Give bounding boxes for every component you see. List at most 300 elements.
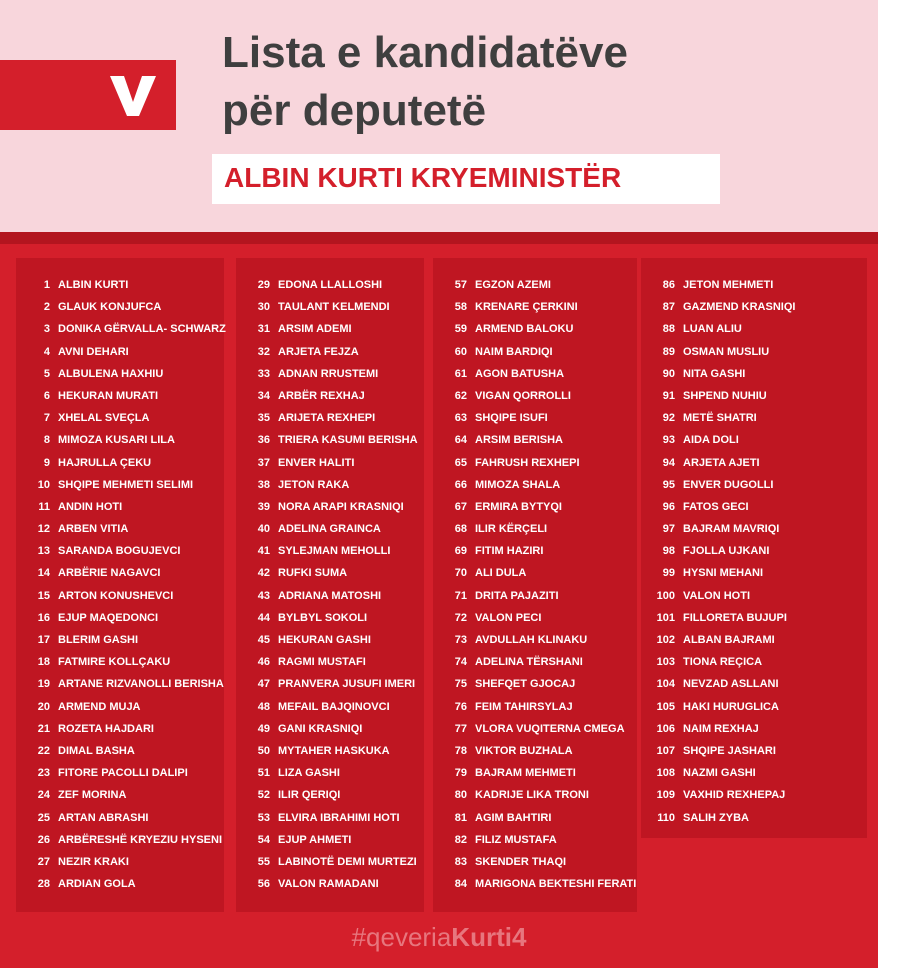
candidate-name: ARSIM ADEMI bbox=[278, 323, 352, 336]
candidate-row bbox=[433, 629, 637, 651]
candidate-number: 81 bbox=[454, 811, 467, 824]
candidate-number: 38 bbox=[257, 478, 270, 491]
candidate-number: 99 bbox=[662, 567, 675, 580]
candidate-number: 12 bbox=[37, 523, 50, 536]
candidate-number: 70 bbox=[454, 567, 467, 580]
candidate-row bbox=[433, 496, 637, 518]
candidate-number: 40 bbox=[257, 523, 270, 536]
candidate-number: 15 bbox=[37, 589, 50, 602]
candidate-number: 33 bbox=[257, 367, 270, 380]
candidate-name: SHQIPE MEHMETI SELIMI bbox=[58, 478, 194, 491]
candidate-number: 51 bbox=[257, 767, 270, 780]
candidate-number: 93 bbox=[662, 434, 675, 447]
candidate-row bbox=[236, 784, 424, 806]
candidate-row bbox=[236, 341, 424, 363]
candidate-row bbox=[641, 474, 867, 496]
candidate-name: AIDA DOLI bbox=[683, 434, 739, 447]
candidate-name: LIZA GASHI bbox=[278, 767, 340, 780]
candidate-number: 42 bbox=[257, 567, 270, 580]
candidate-row bbox=[16, 318, 224, 340]
candidate-number: 86 bbox=[662, 279, 675, 291]
candidate-row bbox=[16, 452, 224, 474]
candidate-name: NITA GASHI bbox=[683, 367, 746, 380]
candidate-row bbox=[16, 762, 224, 784]
candidate-name: ADELINA GRAINCA bbox=[278, 523, 381, 536]
candidate-name: ARTAN ABRASHI bbox=[58, 811, 149, 824]
candidate-name: SARANDA BOGUJEVCI bbox=[58, 545, 181, 558]
candidate-number: 88 bbox=[662, 323, 675, 336]
candidate-number: 29 bbox=[257, 279, 270, 291]
candidate-name: FJOLLA UJKANI bbox=[683, 545, 770, 558]
candidate-name: JETON RAKA bbox=[278, 478, 350, 491]
candidate-row bbox=[641, 740, 867, 762]
candidate-number: 13 bbox=[37, 545, 50, 558]
candidate-name: MIMOZA KUSARI LILA bbox=[58, 434, 175, 447]
candidate-number: 41 bbox=[257, 545, 270, 558]
candidate-number: 11 bbox=[38, 500, 50, 513]
candidate-number: 105 bbox=[656, 700, 675, 713]
candidate-row bbox=[236, 363, 424, 385]
candidate-number: 10 bbox=[37, 478, 50, 491]
candidate-number: 95 bbox=[662, 478, 675, 491]
candidate-column-3 bbox=[433, 258, 637, 912]
candidate-name: VAXHID REXHEPAJ bbox=[683, 789, 786, 802]
candidate-row bbox=[433, 341, 637, 363]
candidate-name: AGON BATUSHA bbox=[475, 367, 565, 380]
candidate-row bbox=[641, 762, 867, 784]
candidate-name: AVDULLAH KLINAKU bbox=[475, 634, 588, 646]
candidate-row bbox=[641, 696, 867, 718]
candidate-row bbox=[16, 740, 224, 762]
candidate-name: AVNI DEHARI bbox=[58, 345, 129, 358]
candidate-row bbox=[433, 296, 637, 318]
candidate-row bbox=[236, 629, 424, 651]
candidate-name: EDONA LLALLOSHI bbox=[278, 279, 383, 291]
candidate-row bbox=[433, 807, 637, 829]
candidate-number: 97 bbox=[662, 523, 675, 536]
candidate-row bbox=[641, 673, 867, 695]
candidate-name: RAGMI MUSTAFI bbox=[278, 656, 366, 669]
candidate-number: 17 bbox=[37, 634, 50, 646]
candidate-row bbox=[433, 385, 637, 407]
candidate-row bbox=[641, 429, 867, 451]
candidate-name: ARSIM BERISHA bbox=[475, 434, 564, 447]
candidate-name: ARDIAN GOLA bbox=[58, 878, 136, 891]
candidate-number: 101 bbox=[656, 611, 675, 624]
candidate-number: 37 bbox=[257, 456, 270, 469]
candidate-row bbox=[16, 607, 224, 629]
candidate-name: ARBEN VITIA bbox=[58, 523, 129, 536]
candidate-name: SALIH ZYBA bbox=[683, 811, 749, 824]
candidate-row bbox=[641, 629, 867, 651]
candidate-number: 92 bbox=[662, 412, 675, 425]
candidate-number: 26 bbox=[37, 833, 50, 846]
candidate-number: 34 bbox=[257, 389, 270, 402]
candidate-row bbox=[16, 407, 224, 429]
candidate-number: 4 bbox=[43, 345, 50, 358]
candidate-number: 27 bbox=[37, 855, 50, 868]
candidate-number: 64 bbox=[454, 434, 467, 447]
candidate-row bbox=[641, 718, 867, 740]
candidate-row bbox=[433, 562, 637, 584]
candidate-number: 25 bbox=[37, 811, 50, 824]
candidate-name: BYLBYL SOKOLI bbox=[278, 611, 368, 624]
page-title-line1: Lista e kandidatëve bbox=[222, 28, 628, 77]
candidate-name: ALBIN KURTI bbox=[58, 279, 129, 291]
candidate-name: NAZMI GASHI bbox=[683, 767, 756, 780]
candidate-name: FILIZ MUSTAFA bbox=[475, 833, 557, 846]
candidate-row bbox=[16, 851, 224, 873]
candidate-number: 5 bbox=[43, 367, 50, 380]
candidate-row bbox=[433, 518, 637, 540]
candidate-name: VIGAN QORROLLI bbox=[475, 389, 571, 402]
candidate-row bbox=[16, 696, 224, 718]
candidate-row bbox=[236, 429, 424, 451]
candidate-number: 107 bbox=[656, 744, 675, 757]
candidate-number: 100 bbox=[656, 589, 675, 602]
candidate-name: HEKURAN MURATI bbox=[58, 389, 159, 402]
candidate-column-4 bbox=[641, 258, 867, 838]
candidate-name: ARBËR REXHAJ bbox=[278, 389, 365, 402]
candidate-name: SHEFQET GJOCAJ bbox=[475, 678, 576, 691]
candidate-number: 63 bbox=[454, 412, 467, 425]
candidate-number: 91 bbox=[662, 389, 675, 402]
candidate-row bbox=[433, 829, 637, 851]
candidate-list bbox=[16, 258, 224, 895]
candidate-row bbox=[641, 385, 867, 407]
candidate-row bbox=[16, 296, 224, 318]
candidate-row bbox=[433, 540, 637, 562]
candidate-row bbox=[433, 718, 637, 740]
candidate-number: 67 bbox=[454, 500, 467, 513]
candidate-row bbox=[236, 851, 424, 873]
candidate-row bbox=[433, 851, 637, 873]
candidate-name: ARJETA AJETI bbox=[683, 456, 760, 469]
candidate-name: ILIR KËRÇELI bbox=[475, 523, 548, 536]
candidate-row bbox=[16, 807, 224, 829]
candidate-name: ARBËRESHË KRYEZIU HYSENI bbox=[58, 833, 223, 846]
candidate-name: SHQIPE ISUFI bbox=[475, 412, 548, 425]
candidate-row bbox=[16, 540, 224, 562]
candidate-name: SHPEND NUHIU bbox=[683, 389, 767, 402]
candidate-number: 35 bbox=[257, 412, 270, 425]
candidate-name: RUFKI SUMA bbox=[278, 567, 348, 580]
candidate-name: MYTAHER HASKUKA bbox=[278, 744, 390, 757]
candidate-name: FILLORETA BUJUPI bbox=[683, 611, 787, 624]
hashtag-prefix: #qeveria bbox=[351, 922, 452, 952]
candidate-row bbox=[433, 452, 637, 474]
candidate-row bbox=[236, 518, 424, 540]
candidate-row bbox=[433, 873, 637, 895]
candidate-row bbox=[641, 318, 867, 340]
candidate-row bbox=[236, 807, 424, 829]
candidate-number: 46 bbox=[257, 656, 270, 669]
candidate-name: TIONA REÇICA bbox=[683, 656, 763, 669]
subtitle: ALBIN KURTI KRYEMINISTËR bbox=[224, 162, 622, 193]
candidate-number: 69 bbox=[454, 545, 467, 558]
candidate-number: 57 bbox=[454, 279, 467, 291]
candidate-number: 6 bbox=[43, 389, 50, 402]
candidate-number: 75 bbox=[454, 678, 467, 691]
candidate-row bbox=[641, 452, 867, 474]
candidate-name: DONIKA GËRVALLA- SCHWARZ bbox=[58, 323, 226, 336]
candidate-number: 90 bbox=[662, 367, 675, 380]
candidate-name: MIMOZA SHALA bbox=[475, 478, 561, 491]
candidate-number: 31 bbox=[257, 323, 270, 336]
candidate-number: 28 bbox=[37, 878, 50, 891]
candidate-row bbox=[236, 385, 424, 407]
candidate-name: LABINOTË DEMI MURTEZI bbox=[278, 855, 417, 868]
candidate-name: NEZIR KRAKI bbox=[58, 855, 129, 868]
candidate-number: 18 bbox=[37, 656, 50, 669]
candidate-row bbox=[641, 607, 867, 629]
candidate-name: ADRIANA MATOSHI bbox=[278, 589, 382, 602]
candidate-row bbox=[433, 784, 637, 806]
candidate-row bbox=[236, 274, 424, 296]
candidate-row bbox=[641, 784, 867, 806]
candidate-name: BAJRAM MEHMETI bbox=[475, 767, 576, 780]
candidate-number: 52 bbox=[257, 789, 270, 802]
candidate-name: VIKTOR BUZHALA bbox=[475, 744, 573, 757]
candidate-name: ALI DULA bbox=[475, 567, 527, 580]
candidate-number: 110 bbox=[657, 811, 675, 824]
candidate-row bbox=[433, 651, 637, 673]
candidate-row bbox=[433, 673, 637, 695]
candidate-number: 47 bbox=[257, 678, 270, 691]
candidate-number: 1 bbox=[43, 279, 50, 291]
page-margin bbox=[878, 0, 900, 968]
candidate-name: NAIM REXHAJ bbox=[683, 722, 759, 735]
candidate-row bbox=[641, 585, 867, 607]
candidate-row bbox=[433, 318, 637, 340]
candidate-number: 3 bbox=[43, 323, 50, 336]
candidate-number: 104 bbox=[656, 678, 675, 691]
candidate-name: ILIR QERIQI bbox=[278, 789, 341, 802]
candidate-name: GAZMEND KRASNIQI bbox=[683, 301, 796, 314]
candidate-row bbox=[16, 429, 224, 451]
candidate-name: KADRIJE LIKA TRONI bbox=[475, 789, 589, 802]
candidate-number: 14 bbox=[37, 567, 50, 580]
candidate-number: 61 bbox=[454, 367, 467, 380]
candidate-row bbox=[641, 363, 867, 385]
candidate-row bbox=[16, 784, 224, 806]
candidate-number: 68 bbox=[454, 523, 467, 536]
candidate-name: ERMIRA BYTYQI bbox=[475, 500, 562, 513]
candidate-name: JETON MEHMETI bbox=[683, 279, 774, 291]
candidate-number: 53 bbox=[257, 811, 270, 824]
candidate-row bbox=[236, 296, 424, 318]
candidate-number: 65 bbox=[454, 456, 467, 469]
candidate-number: 55 bbox=[257, 855, 270, 868]
candidate-name: FITORE PACOLLI DALIPI bbox=[58, 767, 188, 780]
candidate-name: VLORA VUQITERNA CMEGA bbox=[475, 722, 625, 735]
candidate-name: ARBËRIE NAGAVCI bbox=[58, 567, 161, 580]
candidate-name: VALON PECI bbox=[475, 611, 542, 624]
candidate-number: 72 bbox=[454, 611, 467, 624]
header-divider-band bbox=[0, 232, 878, 244]
candidate-list bbox=[641, 258, 867, 829]
candidate-number: 22 bbox=[37, 744, 50, 757]
candidate-name: ADNAN RRUSTEMI bbox=[278, 367, 379, 380]
candidate-name: FITIM HAZIRI bbox=[475, 545, 544, 558]
candidate-row bbox=[16, 341, 224, 363]
candidate-row bbox=[641, 296, 867, 318]
candidate-name: AGIM BAHTIRI bbox=[475, 811, 552, 824]
candidate-number: 49 bbox=[257, 722, 270, 735]
candidate-number: 30 bbox=[257, 301, 270, 314]
candidate-row bbox=[16, 385, 224, 407]
candidate-number: 7 bbox=[43, 412, 50, 425]
candidate-number: 103 bbox=[656, 656, 675, 669]
candidate-name: DRITA PAJAZITI bbox=[475, 589, 559, 602]
candidate-row bbox=[433, 607, 637, 629]
candidate-name: ELVIRA IBRAHIMI HOTI bbox=[278, 811, 400, 824]
candidate-name: EJUP AHMETI bbox=[278, 833, 352, 846]
candidate-row bbox=[433, 363, 637, 385]
candidate-name: NEVZAD ASLLANI bbox=[683, 678, 779, 691]
candidate-row bbox=[16, 518, 224, 540]
candidate-number: 45 bbox=[257, 634, 270, 646]
candidate-row bbox=[433, 696, 637, 718]
candidate-row bbox=[16, 585, 224, 607]
candidate-name: ANDIN HOTI bbox=[58, 500, 123, 513]
candidate-number: 24 bbox=[37, 789, 50, 802]
candidate-row bbox=[16, 673, 224, 695]
candidate-name: SYLEJMAN MEHOLLI bbox=[278, 545, 391, 558]
candidate-list bbox=[236, 258, 424, 895]
candidate-name: DIMAL BASHA bbox=[58, 744, 135, 757]
candidate-name: METË SHATRI bbox=[683, 412, 757, 425]
candidate-number: 44 bbox=[257, 611, 270, 624]
candidate-row bbox=[236, 474, 424, 496]
candidate-number: 83 bbox=[454, 855, 467, 868]
candidate-number: 87 bbox=[662, 301, 675, 314]
candidate-column-2 bbox=[236, 258, 424, 912]
candidate-name: TAULANT KELMENDI bbox=[278, 301, 390, 314]
candidate-row bbox=[433, 274, 637, 296]
candidate-name: NORA ARAPI KRASNIQI bbox=[278, 500, 404, 513]
candidate-name: ALBAN BAJRAMI bbox=[683, 634, 775, 646]
candidate-number: 78 bbox=[454, 744, 467, 757]
candidate-name: ALBULENA HAXHIU bbox=[58, 367, 164, 380]
candidate-number: 39 bbox=[257, 500, 270, 513]
candidate-row bbox=[236, 873, 424, 895]
candidate-number: 74 bbox=[454, 656, 467, 669]
candidate-name: HAKI HURUGLICA bbox=[683, 700, 779, 713]
candidate-row bbox=[433, 407, 637, 429]
candidate-row bbox=[236, 452, 424, 474]
candidate-name: ZEF MORINA bbox=[58, 789, 127, 802]
candidate-row bbox=[236, 740, 424, 762]
hashtag-bold: Kurti4 bbox=[451, 922, 527, 952]
candidate-number: 106 bbox=[656, 722, 675, 735]
candidate-number: 108 bbox=[656, 767, 675, 780]
candidate-name: MEFAIL BAJQINOVCI bbox=[278, 700, 390, 713]
candidate-name: XHELAL SVEÇLA bbox=[58, 412, 150, 425]
candidate-name: OSMAN MUSLIU bbox=[683, 345, 770, 358]
candidate-number: 32 bbox=[257, 345, 270, 358]
candidate-name: MARIGONA BEKTESHI FERATI bbox=[475, 878, 637, 891]
candidate-name: FATOS GECI bbox=[683, 500, 749, 513]
candidate-number: 48 bbox=[257, 700, 270, 713]
candidate-number: 80 bbox=[454, 789, 467, 802]
candidate-name: VALON HOTI bbox=[683, 589, 751, 602]
candidate-name: ADELINA TËRSHANI bbox=[475, 656, 583, 669]
candidate-number: 62 bbox=[454, 389, 467, 402]
candidate-row bbox=[16, 562, 224, 584]
candidate-row bbox=[641, 274, 867, 296]
candidate-row bbox=[236, 673, 424, 695]
page-title-line2: për deputetë bbox=[222, 86, 487, 135]
candidate-row bbox=[433, 585, 637, 607]
candidate-row bbox=[433, 474, 637, 496]
candidate-column-1 bbox=[16, 258, 224, 912]
candidate-row bbox=[236, 718, 424, 740]
candidate-row bbox=[236, 407, 424, 429]
candidate-number: 19 bbox=[37, 678, 50, 691]
candidate-number: 43 bbox=[257, 589, 270, 602]
candidate-name: KRENARE ÇERKINI bbox=[475, 301, 578, 314]
candidate-row bbox=[16, 363, 224, 385]
candidate-row bbox=[641, 562, 867, 584]
vetevendosje-v-logo-icon bbox=[108, 72, 158, 118]
candidate-name: ARIJETA REXHEPI bbox=[278, 412, 376, 425]
candidate-name: NAIM BARDIQI bbox=[475, 345, 553, 358]
candidate-number: 8 bbox=[43, 434, 50, 447]
candidate-number: 82 bbox=[454, 833, 467, 846]
candidate-row bbox=[16, 829, 224, 851]
candidate-number: 79 bbox=[454, 767, 467, 780]
candidate-row bbox=[641, 341, 867, 363]
candidate-row bbox=[16, 629, 224, 651]
candidate-row bbox=[236, 829, 424, 851]
candidate-name: HAJRULLA ÇEKU bbox=[58, 456, 152, 469]
candidate-row bbox=[16, 651, 224, 673]
candidate-row bbox=[433, 429, 637, 451]
candidate-number: 98 bbox=[662, 545, 675, 558]
candidate-row bbox=[236, 318, 424, 340]
candidate-row bbox=[641, 651, 867, 673]
candidate-row bbox=[236, 651, 424, 673]
campaign-hashtag bbox=[0, 922, 878, 953]
candidate-name: SHQIPE JASHARI bbox=[683, 744, 776, 757]
candidate-number: 21 bbox=[37, 722, 50, 735]
candidate-number: 56 bbox=[257, 878, 270, 891]
candidate-row bbox=[236, 696, 424, 718]
candidate-number: 77 bbox=[454, 722, 467, 735]
candidate-row bbox=[641, 496, 867, 518]
candidate-name: BLERIM GASHI bbox=[58, 634, 139, 646]
candidate-name: EJUP MAQEDONCI bbox=[58, 611, 159, 624]
candidate-name: ENVER HALITI bbox=[278, 456, 355, 469]
candidate-name: ARTANE RIZVANOLLI BERISHA bbox=[58, 678, 224, 691]
candidate-number: 71 bbox=[454, 589, 467, 602]
candidate-row bbox=[236, 496, 424, 518]
candidate-number: 20 bbox=[37, 700, 50, 713]
candidate-row bbox=[433, 740, 637, 762]
candidate-row bbox=[236, 540, 424, 562]
candidate-row bbox=[236, 585, 424, 607]
candidate-name: ARTON KONUSHEVCI bbox=[58, 589, 174, 602]
candidate-row bbox=[236, 762, 424, 784]
candidate-number: 102 bbox=[656, 634, 675, 646]
candidate-number: 89 bbox=[662, 345, 675, 358]
candidate-row bbox=[641, 407, 867, 429]
candidate-number: 94 bbox=[662, 456, 675, 469]
candidate-number: 60 bbox=[454, 345, 467, 358]
candidate-name: PRANVERA JUSUFI IMERI bbox=[278, 678, 416, 691]
candidate-number: 109 bbox=[656, 789, 675, 802]
